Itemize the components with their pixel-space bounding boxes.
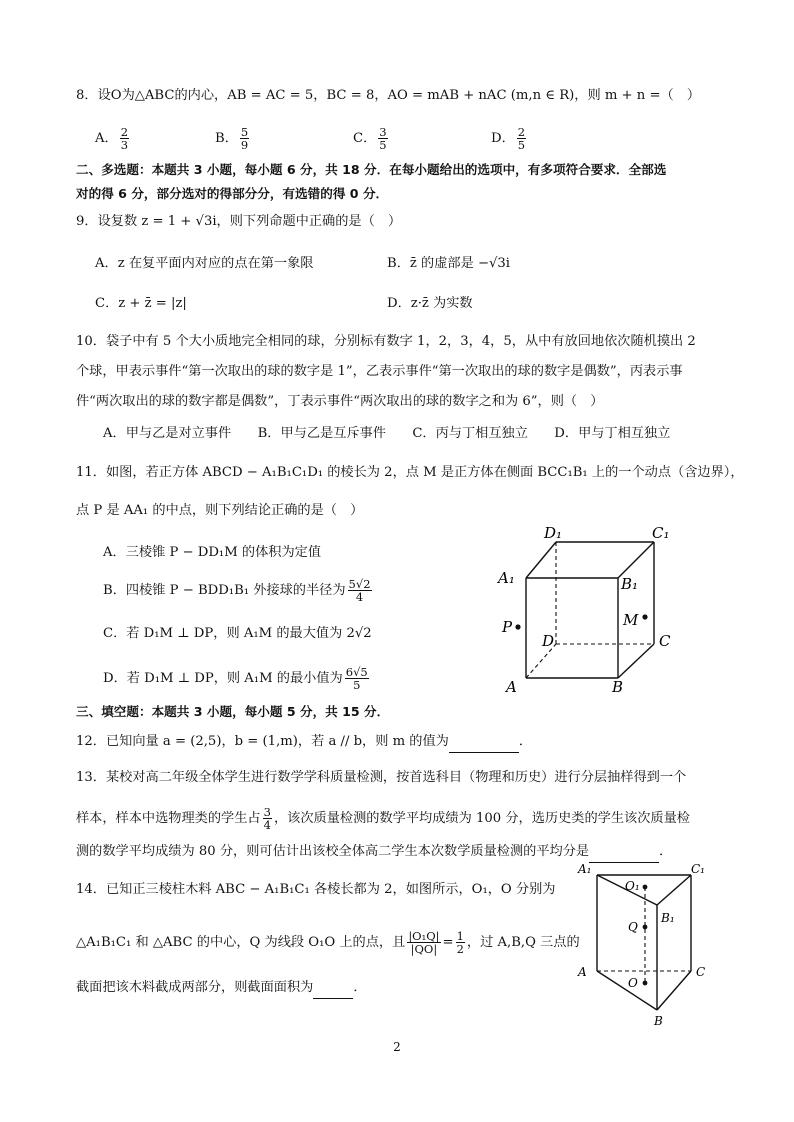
point-q [643,925,648,930]
q10-line3: 件“两次取出的球的数字都是偶数”，丁表示事件“两次取出的球的数字之和为 6”，则（ ） [76,394,604,409]
point-o1 [643,885,648,890]
label-o1: O₁ [625,879,640,893]
label-c: C [659,632,671,650]
q11-option-c[interactable]: C．若 D₁M ⊥ DP，则 A₁M 的最大值为 2√2 [103,626,372,641]
q9-stem: 9．设复数 z = 1 + √3i，则下列命题中正确的是（ ） [76,214,402,229]
page-number: 2 [393,1040,401,1054]
q11-line1: 11．如图，若正方体 ABCD − A₁B₁C₁D₁ 的棱长为 2，点 M 是正方体在侧面 BCC₁B₁ 上的一个动点（含边界）， [76,465,744,480]
q9-option-a[interactable]: A．z 在复平面内对应的点在第一象限 [95,256,314,271]
label-m: M [623,611,639,629]
label-b: B [612,678,624,696]
q11-option-d[interactable]: D．若 D₁M ⊥ DP，则 A₁M 的最小值为 $\frac{6√5}{5}$ [103,665,368,692]
q8-option-c[interactable]: C． $\frac{3}{5}$ [353,125,387,152]
q13-line1: 13．某校对高二年级全体学生进行数学学科质量检测，按首选科目（物理和历史）进行分层抽样得到一个 [76,770,687,785]
label-a: A [578,965,587,979]
q9-option-d[interactable]: D．z·z̄ 为实数 [387,296,473,311]
q10-options[interactable]: A．甲与乙是对立事件 B．甲与乙是互斥事件 C．丙与丁相互独立 D．甲与丁相互独立 [103,426,671,441]
label-a1: A₁ [578,862,592,876]
q9-option-b[interactable]: B．z̄ 的虚部是 −√3i [387,256,511,271]
q12-text: 12．已知向量 a = (2,5)，b = (1,m)，若 a // b，则 m 的值为 ． [76,732,532,753]
q14-line1: 14．已知正三棱柱木料 ABC − A₁B₁C₁ 各棱长都为 2，如图所示，O₁，O 分别为 [76,882,556,897]
label-d: D [542,632,555,650]
label-c1: C₁ [652,524,670,542]
label-p: P [502,618,513,636]
q9-option-c[interactable]: C．z + z̄ = |z| [95,296,187,311]
q8-option-d[interactable]: D． $\frac{2}{5}$ [491,125,526,152]
q10-line2: 个球，甲表示事件“第一次取出的球的数字是 1”，乙表示事件“第一次取出的球的数字是偶数”，丙表示事 [76,364,683,379]
label-b1: B₁ [661,911,675,925]
q12-answer-blank[interactable] [449,732,519,753]
section2-heading-line1: 二、多选题：本题共 3 小题，每小题 6 分，共 18 分．在每小题给出的选项中，有多项符合要求．全部选 [76,162,667,177]
prism-figure [570,855,720,1035]
label-d1: D₁ [544,524,563,542]
q11-option-a[interactable]: A．三棱锥 P − DD₁M 的体积为定值 [103,545,322,560]
q13-line2: 样本，样本中选物理类的学生占 $\frac{3}{4}$ ，该次质量检测的数学平均成绩为 100 分，选历史类的学生该次质量检 [76,805,690,832]
point-o [643,981,648,986]
label-c1: C₁ [691,862,705,876]
q14-line2: △A₁B₁C₁ 和 △ABC 的中心，Q 为线段 O₁O 上的点，且 $\frac{\text{|O₁Q|}}{|QO|}$ = $\frac{1}{2}$ ，过 A,B,Q 三点的 [76,929,580,956]
q10-line1: 10．袋子中有 5 个大小质地完全相同的球，分别标有数字 1，2，3，4，5，从中有放回地依次随机摸出 2 [76,334,696,349]
q11-option-b[interactable]: B．四棱锥 P − BDD₁B₁ 外接球的半径为 $\frac{5√2}{4}$ [103,577,371,604]
q13-line3: 测的数学平均成绩为 80 分，则可估计出该校全体高二学生本次数学质量检测的平均分是 ． [76,842,672,863]
label-b: B [654,1014,663,1028]
label-a1: A₁ [498,569,515,587]
section3-heading: 三、填空题：本题共 3 小题，每小题 5 分，共 15 分． [76,704,390,719]
label-q: Q [628,920,638,934]
q14-line3: 截面把该木料截成两部分，则截面面积为 ． [76,978,367,999]
point-m [642,614,647,619]
q8-stem: 8．设O为△ABC的内心，AB = AC = 5，BC = 8，AO = mAB + nAC (m,n ∈ R)，则 m + n =（ ） [76,88,701,103]
q11-line2: 点 P 是 AA₁ 的中点，则下列结论正确的是（ ） [76,503,364,518]
q14-answer-blank[interactable] [313,978,353,999]
section2-heading-line2: 对的得 6 分，部分选对的得部分分，有选错的得 0 分． [76,186,389,201]
q8-option-b[interactable]: B． $\frac{5}{9}$ [215,125,249,152]
label-c: C [696,965,706,979]
label-a: A [506,678,517,696]
label-o: O [628,976,638,990]
cube-figure [490,520,690,700]
q8-option-a[interactable]: A． $\frac{2}{3}$ [95,125,129,152]
label-b1: B₁ [621,575,639,593]
point-p [515,624,520,629]
